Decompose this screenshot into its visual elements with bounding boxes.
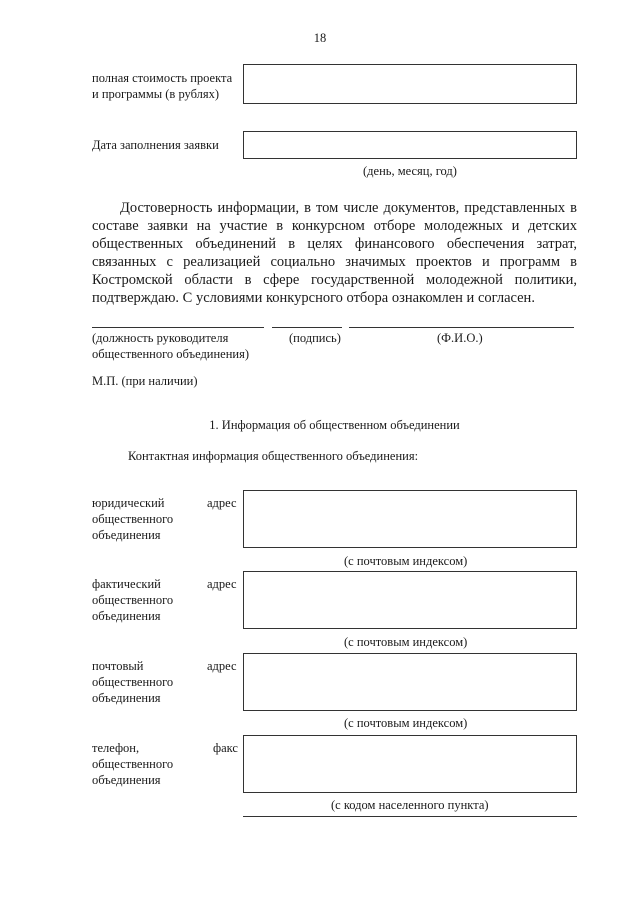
- actual-address-label-line2: общественного: [92, 593, 174, 607]
- cost-label: [92, 70, 242, 102]
- signature-caption: (подпись): [289, 331, 341, 345]
- legal-address-label-line1: юридический: [92, 496, 165, 510]
- actual-address-label: [92, 576, 173, 624]
- position-caption: [92, 330, 249, 362]
- page-number: 18: [313, 31, 327, 45]
- postal-address-label-line2: общественного: [92, 675, 174, 689]
- actual-address-label-line3: объединения: [92, 609, 161, 623]
- legal-address-field[interactable]: [243, 490, 577, 548]
- legal-address-tag: адрес: [207, 496, 237, 510]
- bottom-line: [243, 816, 577, 817]
- cost-field[interactable]: [243, 64, 577, 104]
- date-hint: (день, месяц, год): [363, 164, 457, 178]
- actual-address-tag: адрес: [207, 577, 237, 591]
- postal-address-field[interactable]: [243, 653, 577, 711]
- fio-line: [349, 327, 574, 328]
- actual-address-label-line1: фактический: [92, 577, 161, 591]
- phone-fax-label-line2: общественного: [92, 757, 174, 771]
- legal-address-label-line3: объединения: [92, 528, 161, 542]
- phone-fax-tag: факс: [213, 741, 238, 755]
- cost-label-line2: и программы (в рублях): [92, 87, 220, 101]
- postal-address-tag: адрес: [207, 659, 237, 673]
- declaration-text: Достоверность информации, в том числе документов, представленных в составе заявки на участие в конкурсном отборе молодежных и детских общественных объединений в целях финансового обеспечения затрат, связанных с реализацией социально значимых проектов и программ в Костромской области в сфере государственной молодежной политики, подтверждаю. С условиями конкурсного отбора ознакомлен и согласен.: [92, 200, 577, 306]
- stamp-label: М.П. (при наличии): [92, 374, 198, 388]
- position-caption-line2: общественного объединения): [92, 347, 250, 361]
- phone-fax-label-line3: объединения: [92, 773, 161, 787]
- actual-address-field[interactable]: [243, 571, 577, 629]
- section-title: 1. Информация об общественном объединении: [209, 418, 460, 432]
- phone-fax-label-line1: телефон,: [92, 741, 140, 755]
- signature-line: [272, 327, 342, 328]
- actual-address-hint: (с почтовым индексом): [344, 635, 468, 649]
- postal-address-label-line3: объединения: [92, 691, 161, 705]
- section-subtitle: Контактная информация общественного объединения:: [128, 449, 419, 463]
- phone-fax-hint: (с кодом населенного пункта): [331, 798, 489, 812]
- date-field[interactable]: [243, 131, 577, 159]
- phone-fax-field[interactable]: [243, 735, 577, 793]
- date-label: Дата заполнения заявки: [92, 138, 219, 152]
- legal-address-label: [92, 495, 173, 543]
- cost-label-line1: полная стоимость проекта: [92, 71, 233, 85]
- postal-address-hint: (с почтовым индексом): [344, 716, 468, 730]
- legal-address-hint: (с почтовым индексом): [344, 554, 468, 568]
- postal-address-label-line1: почтовый: [92, 659, 144, 673]
- position-caption-line1: (должность руководителя: [92, 331, 229, 345]
- postal-address-label: [92, 658, 173, 706]
- phone-fax-label: [92, 740, 173, 788]
- legal-address-label-line2: общественного: [92, 512, 174, 526]
- fio-caption: (Ф.И.О.): [437, 331, 483, 345]
- position-line: [92, 327, 264, 328]
